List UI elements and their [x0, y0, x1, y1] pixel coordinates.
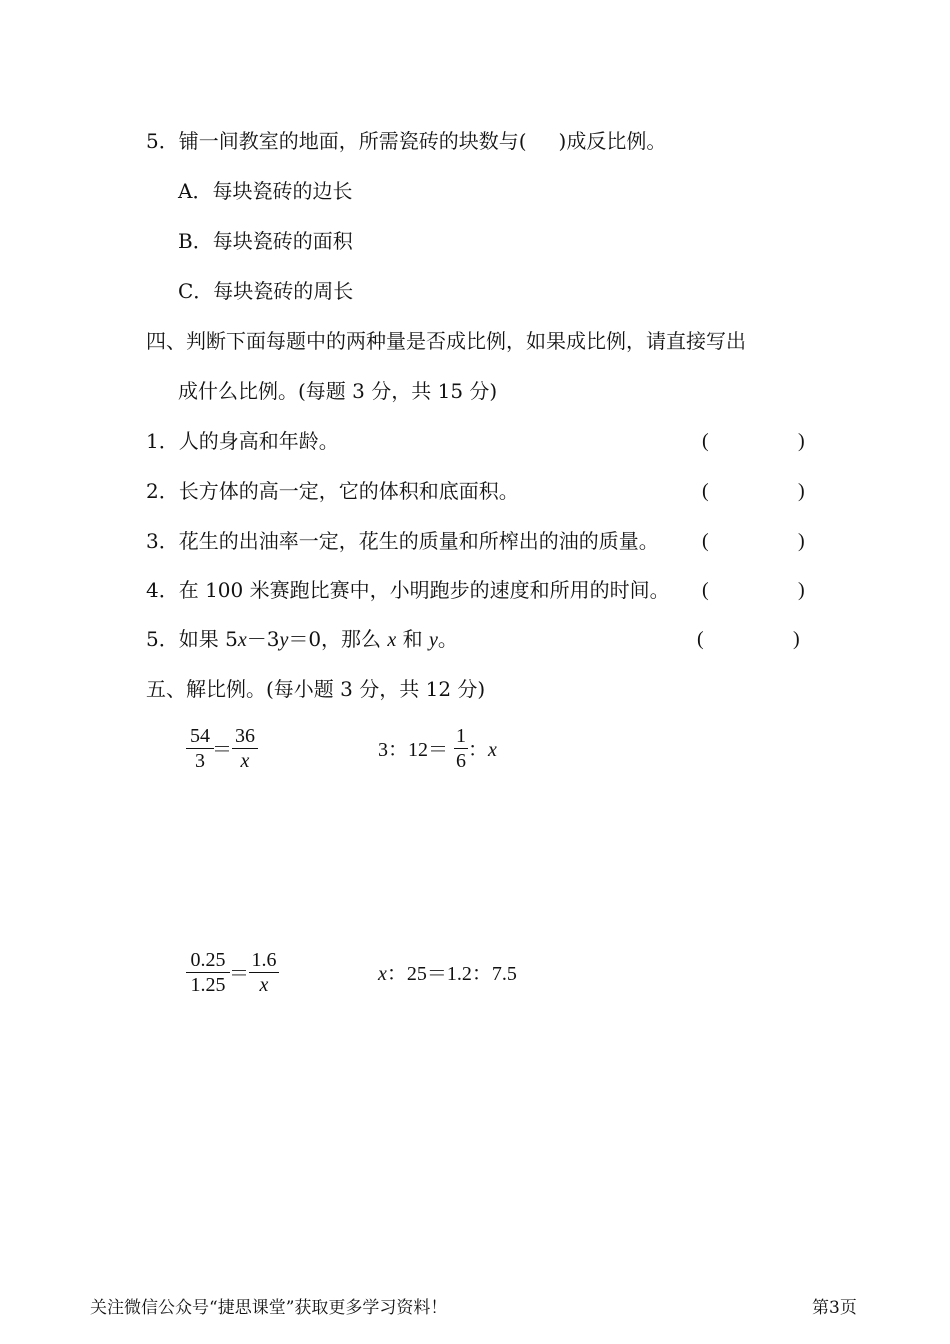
- paren-open: (: [702, 530, 709, 552]
- judge-item-4: 4．在 100 米赛跑比赛中，小明跑步的速度和所用的时间。: [146, 578, 670, 602]
- judge-item-2: 2．长方体的高一定，它的体积和底面积。: [146, 479, 519, 503]
- paren-open: (: [702, 579, 709, 601]
- page-number: 第3页: [812, 1298, 857, 1318]
- q5-stem-before: 5．铺一间教室的地面，所需瓷砖的块数与(: [146, 129, 527, 153]
- text: 和: [396, 627, 430, 651]
- paren-open: (: [702, 480, 709, 502]
- paren-open: (: [702, 430, 709, 452]
- paren-close: ): [798, 430, 805, 452]
- judge-item-3: 3．花生的出油率一定，花生的质量和所榨出的油的质量。: [146, 529, 659, 553]
- numerator: 0.25: [190, 949, 226, 971]
- section4-title: 四、判断下面每题中的两种量是否成比例，如果成比例，请直接写出: [146, 329, 746, 353]
- q5-option-c: C．每块瓷砖的周长: [178, 279, 354, 303]
- numerator: 54: [190, 725, 210, 747]
- fraction-36-x: [232, 724, 258, 773]
- denominator: x: [240, 750, 250, 772]
- ratio-text: ：25＝1.2：7.5: [386, 963, 517, 985]
- var-x: x: [387, 629, 397, 651]
- fraction-025-125: [186, 948, 230, 997]
- numerator: 1.6: [251, 949, 277, 971]
- var-x: x: [488, 739, 497, 761]
- var-y: y: [279, 629, 289, 651]
- judge-item-1: 1．人的身高和年龄。: [146, 429, 339, 453]
- equals-sign: ＝: [229, 963, 249, 985]
- paren-open: (: [697, 628, 704, 650]
- paren-close: ): [793, 628, 800, 650]
- var-x: x: [378, 963, 387, 985]
- fraction-54-3: [186, 724, 214, 773]
- paren-close: ): [798, 579, 805, 601]
- ratio-x-25: [378, 961, 517, 987]
- question-5-stem: [146, 128, 666, 154]
- text: ＝0，那么: [288, 627, 388, 651]
- denominator: x: [259, 974, 269, 996]
- ratio-x: [468, 737, 497, 763]
- text: －3: [246, 627, 280, 651]
- text: 。: [437, 627, 458, 651]
- denominator: 3: [195, 750, 205, 772]
- footer-note: 关注微信公众号“捷思课堂”获取更多学习资料！: [90, 1298, 448, 1318]
- q5-option-b: B．每块瓷砖的面积: [178, 229, 353, 253]
- fraction-16-x: [249, 948, 279, 997]
- q5-option-a: A．每块瓷砖的边长: [178, 179, 353, 203]
- colon: ：: [468, 739, 488, 761]
- denominator: 6: [456, 750, 466, 772]
- ratio-3-12: 3：12＝: [378, 739, 448, 761]
- q5-stem-after: )成反比例。: [558, 129, 667, 153]
- judge-item-5: [146, 626, 458, 653]
- section5-title: 五、解比例。(每小题 3 分，共 12 分): [146, 677, 486, 701]
- section4-title-cont: 成什么比例。(每题 3 分，共 15 分): [178, 379, 498, 403]
- denominator: 1.25: [190, 974, 226, 996]
- var-x: x: [237, 629, 247, 651]
- numerator: 1: [456, 725, 466, 747]
- equals-sign: ＝: [212, 739, 232, 761]
- paren-close: ): [798, 530, 805, 552]
- var-y: y: [429, 629, 438, 651]
- numerator: 36: [235, 725, 255, 747]
- paren-close: ): [798, 480, 805, 502]
- fraction-1-6: [454, 724, 468, 773]
- text: 5．如果 5: [146, 627, 238, 651]
